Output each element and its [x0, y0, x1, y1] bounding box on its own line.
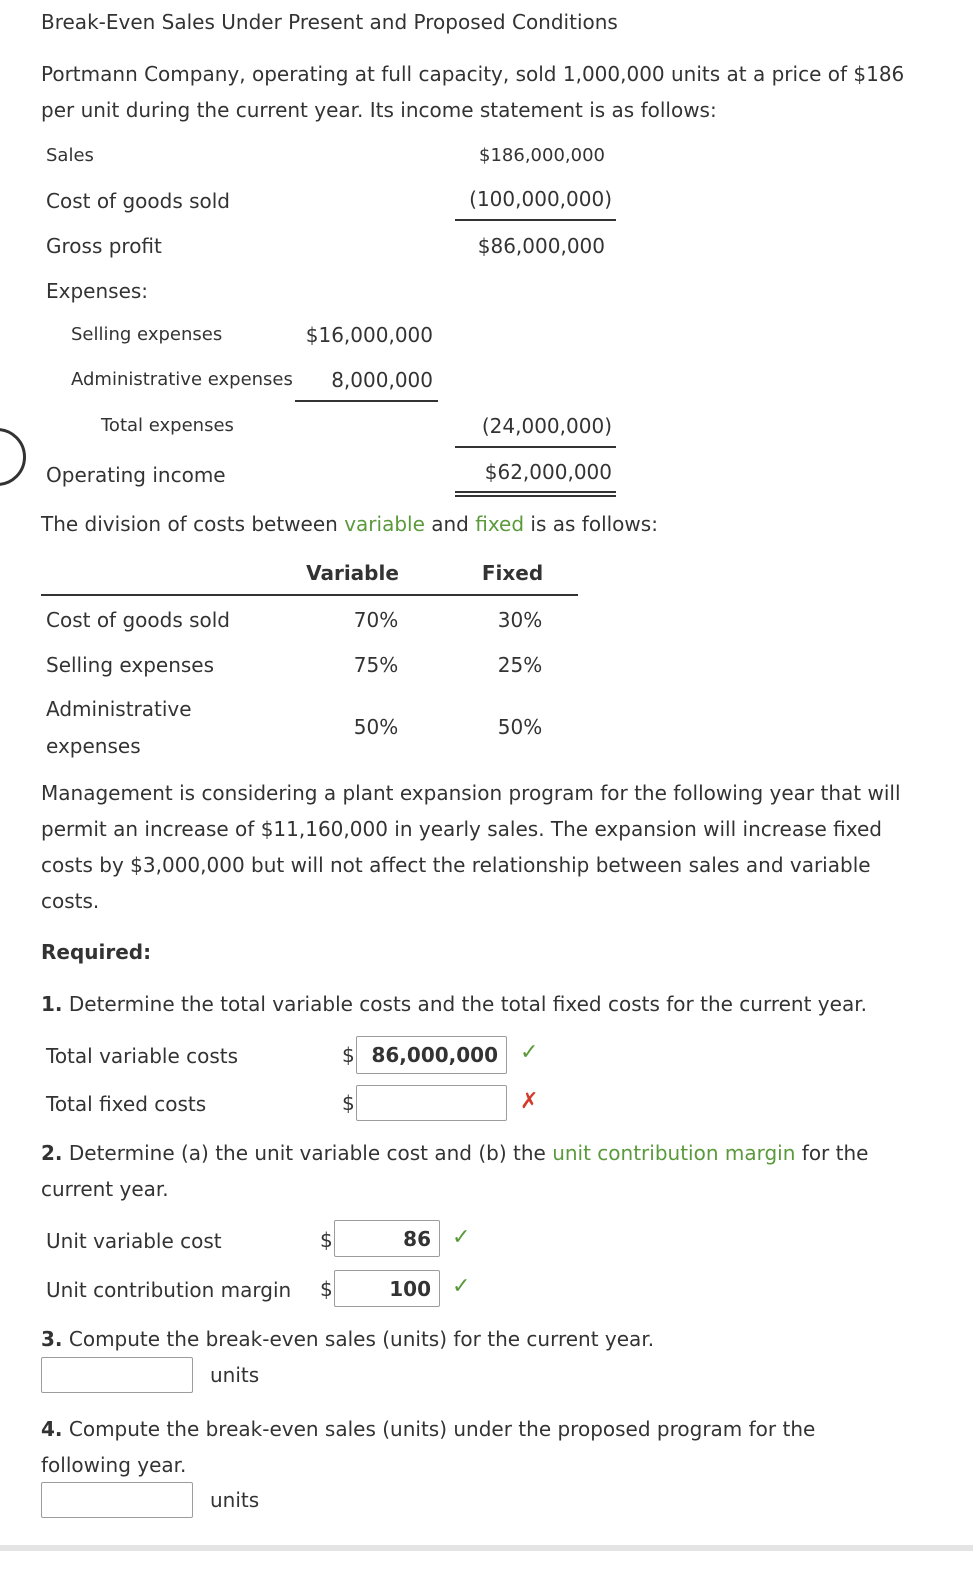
q2-text-line-1: 2. Determine (a) the unit variable cost and (b) the unit contribution margin for the: [41, 1141, 869, 1165]
tfc-dollar-sign: $: [342, 1091, 355, 1115]
admin-expenses-label: Administrative expenses: [71, 369, 293, 390]
variable-column-header: Variable: [306, 561, 399, 585]
total-expenses-underline: [455, 446, 616, 448]
gross-profit-label: Gross profit: [46, 234, 162, 258]
management-line-1: Management is considering a plant expansion program for the following year that will: [41, 781, 901, 805]
page-title: Break-Even Sales Under Present and Proposed Conditions: [41, 10, 618, 34]
required-heading: Required:: [41, 940, 152, 964]
side-bullet-marker: [0, 428, 26, 486]
cogs-underline: [455, 219, 616, 221]
operating-income-label: Operating income: [46, 463, 226, 487]
variable-link[interactable]: variable: [344, 512, 425, 536]
q2-text-line-2: current year.: [41, 1177, 169, 1201]
cogs-value: (100,000,000): [469, 187, 612, 211]
tvc-correct-check-icon: ✓: [520, 1040, 539, 1065]
division-row-selling-fixed: 25%: [497, 653, 543, 677]
total-expenses-value: (24,000,000): [481, 414, 612, 438]
unit-contribution-margin-input[interactable]: 100: [334, 1270, 440, 1307]
division-row-admin-variable: 50%: [353, 715, 399, 739]
tvc-dollar-sign: $: [342, 1043, 355, 1067]
management-line-2: permit an increase of $11,160,000 in yearly sales. The expansion will increase fixed: [41, 817, 882, 841]
division-header-rule: [41, 594, 578, 596]
intro-line-2: per unit during the current year. Its income statement is as follows:: [41, 98, 717, 122]
division-row-admin-label-line-1: Administrative: [46, 697, 192, 721]
total-variable-costs-label: Total variable costs: [46, 1044, 239, 1068]
fixed-column-header: Fixed: [481, 561, 544, 585]
q4-text-line-1: 4. Compute the break-even sales (units) under the proposed program for the: [41, 1417, 816, 1441]
ucm-correct-check-icon: ✓: [452, 1274, 471, 1299]
gross-profit-value: $86,000,000: [477, 234, 605, 258]
tfc-incorrect-x-icon: ✗: [520, 1089, 539, 1114]
operating-income-double-underline-1: [455, 491, 616, 493]
ucm-dollar-sign: $: [320, 1277, 333, 1301]
unit-variable-cost-input[interactable]: 86: [334, 1220, 440, 1257]
uvc-correct-check-icon: ✓: [452, 1225, 471, 1250]
division-row-selling-variable: 75%: [353, 653, 399, 677]
q1-text: 1. Determine the total variable costs and the total fixed costs for the current year.: [41, 992, 867, 1016]
q3-text: 3. Compute the break-even sales (units) for the current year.: [41, 1327, 655, 1351]
division-row-admin-fixed: 50%: [497, 715, 543, 739]
fixed-link[interactable]: fixed: [475, 512, 525, 536]
operating-income-value: $62,000,000: [484, 460, 612, 484]
admin-expenses-value: 8,000,000: [331, 368, 433, 392]
cogs-label: Cost of goods sold: [46, 189, 231, 213]
management-line-4: costs.: [41, 889, 100, 913]
unit-variable-cost-label: Unit variable cost: [46, 1229, 222, 1253]
management-line-3: costs by $3,000,000 but will not affect the relationship between sales and variable: [41, 853, 871, 877]
division-row-cogs-fixed: 30%: [497, 608, 543, 632]
division-intro: The division of costs between variable and fixed is as follows:: [41, 512, 658, 536]
division-row-admin-label-line-2: expenses: [46, 734, 141, 758]
unit-contribution-margin-link[interactable]: unit contribution margin: [552, 1141, 796, 1165]
selling-expenses-value: $16,000,000: [305, 323, 433, 347]
break-even-current-input[interactable]: [41, 1357, 193, 1393]
total-fixed-costs-label: Total fixed costs: [46, 1092, 207, 1116]
intro-line-1: Portmann Company, operating at full capacity, sold 1,000,000 units at a price of $186: [41, 62, 905, 86]
selling-expenses-label: Selling expenses: [71, 324, 223, 345]
unit-contribution-margin-label: Unit contribution margin: [46, 1278, 292, 1302]
operating-income-double-underline-2: [455, 495, 616, 497]
bottom-divider: [0, 1545, 973, 1551]
expenses-label: Expenses:: [46, 279, 149, 303]
q4-text-line-2: following year.: [41, 1453, 187, 1477]
division-row-cogs-label: Cost of goods sold: [46, 608, 231, 632]
uvc-dollar-sign: $: [320, 1228, 333, 1252]
break-even-proposed-input[interactable]: [41, 1482, 193, 1518]
total-fixed-costs-input[interactable]: [356, 1085, 507, 1121]
sales-value: $186,000,000: [479, 145, 605, 166]
total-variable-costs-input[interactable]: 86,000,000: [356, 1036, 507, 1074]
q3-units-label: units: [210, 1363, 260, 1387]
sales-label: Sales: [46, 145, 94, 166]
division-row-selling-label: Selling expenses: [46, 653, 215, 677]
division-row-cogs-variable: 70%: [353, 608, 399, 632]
admin-underline: [295, 400, 438, 402]
q4-units-label: units: [210, 1488, 260, 1512]
total-expenses-label: Total expenses: [101, 415, 234, 436]
